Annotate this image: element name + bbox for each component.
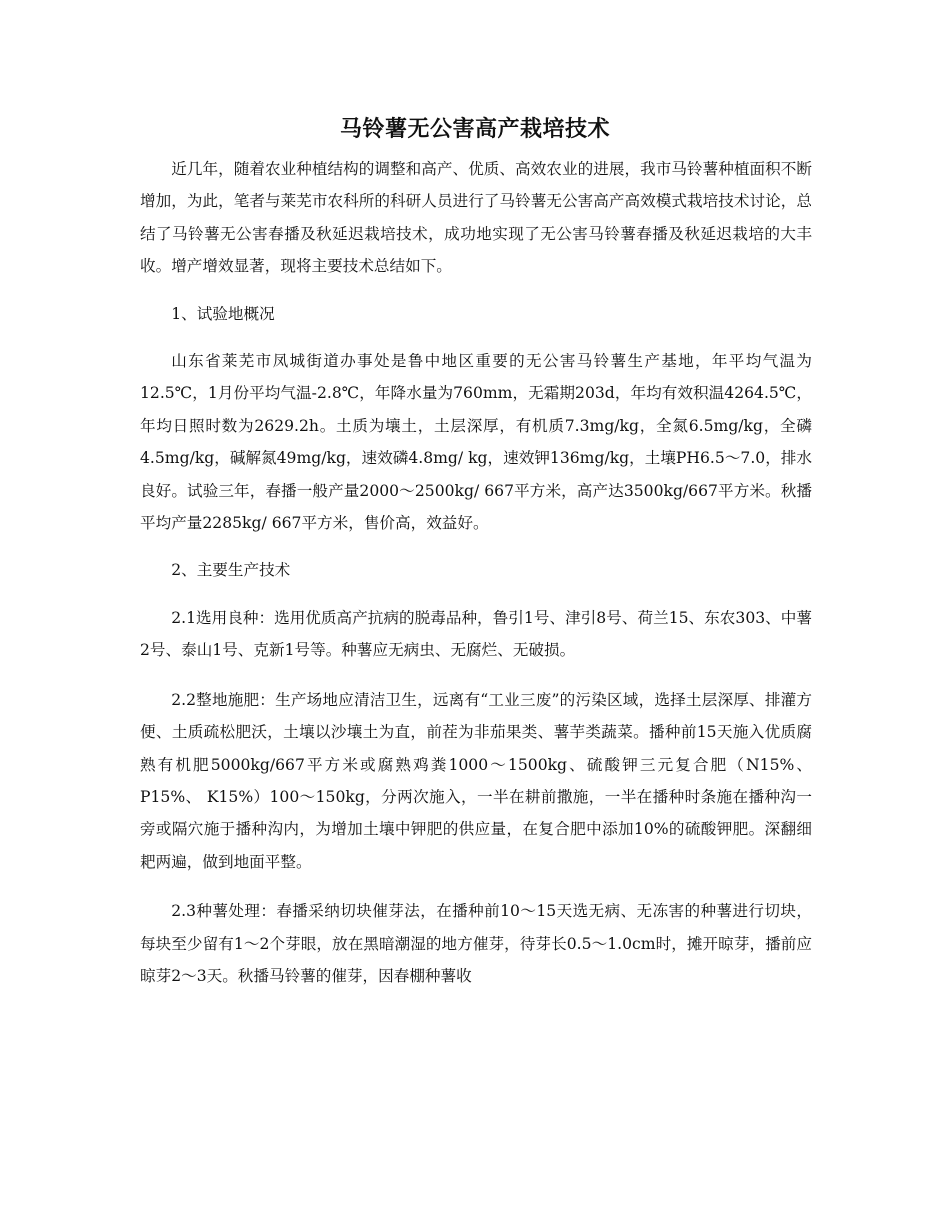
paragraph-land-fertilization: 2.2整地施肥：生产场地应清洁卫生，远离有“工业三废”的污染区域，选择土层深厚、排灌方便、土质疏松肥沃，土壤以沙壤土为直，前茬为非茄果类、薯芋类蔬菜。播种前15天施入优质腐熟有机肥5000kg/667平方米或腐熟鸡粪1000～1500kg、硫酸钾三元复合肥（N15%、P15%、 K15%）100～150kg，分两次施入，一半在耕前撒施，一半在播种时条施在播种沟一旁或隔穴施于播种沟内，为增加土壤中钾肥的供应量，在复合肥中添加10%的硫酸钾肥。深翻细耙两遍，做到地面平整。 <box>140 690 812 871</box>
paragraph-site-overview: 山东省莱芜市凤城街道办事处是鲁中地区重要的无公害马铃薯生产基地，年平均气温为12.5℃，1月份平均气温-2.8℃，年降水量为760mm，无霜期203d，年均有效积温4264.5℃，年均日照时数为2629.2h。土质为壤土，土层深厚，有机质7.3mg/kg，全氮6.5mg/kg，全磷4.5mg/kg，碱解氮49mg/kg，速效磷4.8mg/ kg，速效钾136mg/kg，土壤PH6.5～7.0，排水良好。试验三年，春播一般产量2000～2500kg/ 667平方米，高产达3500kg/667平方米。秋播平均产量2285kg/ 667平方米，售价高，效益好。 <box>140 352 812 533</box>
section-heading-2: 2、主要生产技术 <box>171 561 291 580</box>
document-title: 马铃薯无公害高产栽培技术 <box>339 116 610 142</box>
section-heading-1: 1、试验地概况 <box>171 304 275 323</box>
paragraph-variety-selection: 2.1选用良种：选用优质高产抗病的脱毒品种，鲁引1号、津引8号、荷兰15、东农303、中薯2号、泰山1号、克新1号等。种薯应无病虫、无腐烂、无破损。 <box>140 608 812 660</box>
document-body <box>140 153 812 992</box>
paragraph-seed-treatment: 2.3种薯处理：春播采纳切块催芽法，在播种前10～15天选无病、无冻害的种薯进行切块，每块至少留有1～2个芽眼，放在黑暗潮湿的地方催芽，待芽长0.5～1.0cm时，摊开晾芽，播前应晾芽2～3天。秋播马铃薯的催芽，因春棚种薯收 <box>140 902 812 985</box>
paragraph-intro: 近几年，随着农业种植结构的调整和高产、优质、高效农业的进展，我市马铃薯种植面积不断增加，为此，笔者与莱芜市农科所的科研人员进行了马铃薯无公害高产高效模式栽培技术讨论，总结了马铃薯无公害春播及秋延迟栽培技术，成功地实现了无公害马铃薯春播及秋延迟栽培的大丰收。增产增效显著，现将主要技术总结如下。 <box>140 160 812 276</box>
